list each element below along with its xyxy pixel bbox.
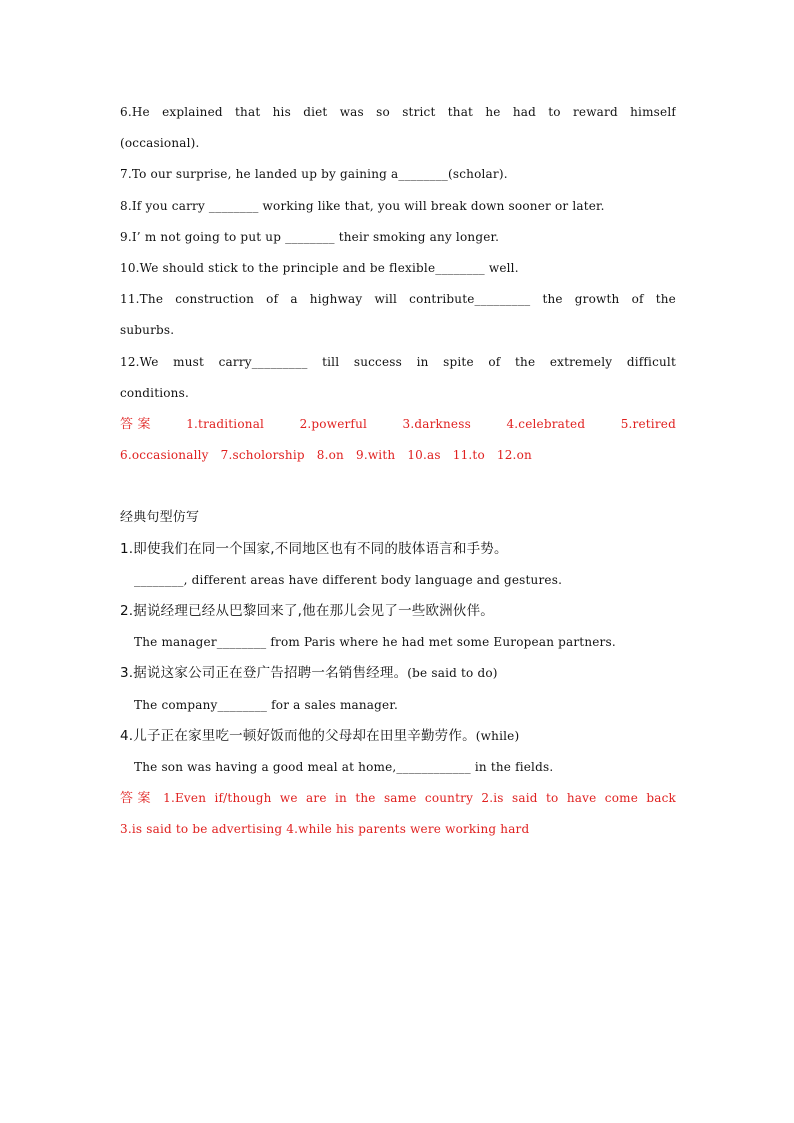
sentence-3-chinese-row [120, 658, 676, 689]
answer-item: 5.retired [620, 416, 676, 431]
question-12-line-1: 12.We must carry_________ till success in spite of the extremely difficult [120, 354, 676, 369]
answer-item: 12.on [496, 448, 532, 463]
question-10: 10.We should stick to the principle and be flexible________ well. [120, 260, 519, 275]
answers-row-2 [120, 440, 676, 471]
question-6-line-1: 6.He explained that his diet was so strict that he had to reward himself [120, 105, 676, 119]
sentence-2-english: The manager________ from Paris where he had met some European partners. [134, 635, 616, 650]
answer-item: 6.occasionally [120, 448, 209, 463]
sentence-4-english: The son was having a good meal at home,____________ in the fields. [134, 759, 554, 774]
answer-item: 7.scholorship [220, 448, 305, 463]
section-spacer [120, 471, 676, 502]
sentence-4-hint: (while) [475, 728, 520, 743]
document-page [120, 97, 676, 846]
answers-2-label: 答案 [120, 791, 156, 807]
sentence-4-chinese-row [120, 721, 676, 752]
answers-2-text-1: 1.Even if/though we are in the same country 2.is said to have come back [163, 791, 676, 806]
answers-label: 答 案 [120, 416, 151, 432]
answers-row-1 [120, 409, 676, 440]
question-8: 8.If you carry ________ working like that, you will break down sooner or later. [120, 198, 605, 213]
sentence-1-english: ________, different areas have different body language and gestures. [134, 572, 563, 587]
sentence-2-chinese: 2.据说经理已经从巴黎回来了,他在那儿会见了一些欧洲伙伴。 [120, 603, 494, 619]
question-7: 7.To our surprise, he landed up by gaining a________(scholar). [120, 167, 508, 182]
answer-item: 8.on [316, 448, 344, 463]
sentence-4-chinese: 4.儿子正在家里吃一顿好饭而他的父母却在田里辛勤劳作。 [120, 727, 476, 744]
section-heading: 经典句型仿写 [120, 510, 200, 526]
question-9: 9.I’ m not going to put up ________ their smoking any longer. [120, 229, 500, 244]
sentence-3-english: The company________ for a sales manager. [134, 697, 398, 712]
answer-item: 9.with [355, 448, 396, 463]
question-11-line-2: suburbs. [120, 323, 175, 338]
answer-item: 1.traditional [186, 416, 265, 431]
question-6-line-2: (occasional). [120, 136, 200, 151]
sentence-1-chinese: 1.即使我们在同一个国家,不同地区也有不同的肢体语言和手势。 [120, 540, 508, 557]
answers-2-line-1 [120, 783, 676, 814]
question-11-line-1: 11.The construction of a highway will contribute_________ the growth of the [120, 292, 676, 307]
question-12-line-2: conditions. [120, 385, 189, 400]
sentence-3-chinese: 3.据说这家公司正在登广告招聘一名销售经理。 [120, 665, 408, 682]
answers-2-line-2: 3.is said to be advertising 4.while his parents were working hard [120, 822, 530, 837]
answer-item: 4.celebrated [506, 416, 586, 431]
answer-item: 2.powerful [299, 416, 368, 431]
answer-item: 3.darkness [402, 416, 471, 431]
answer-item: 11.to [452, 448, 485, 463]
answer-item: 10.as [407, 448, 441, 463]
sentence-3-hint: (be said to do) [407, 666, 498, 681]
